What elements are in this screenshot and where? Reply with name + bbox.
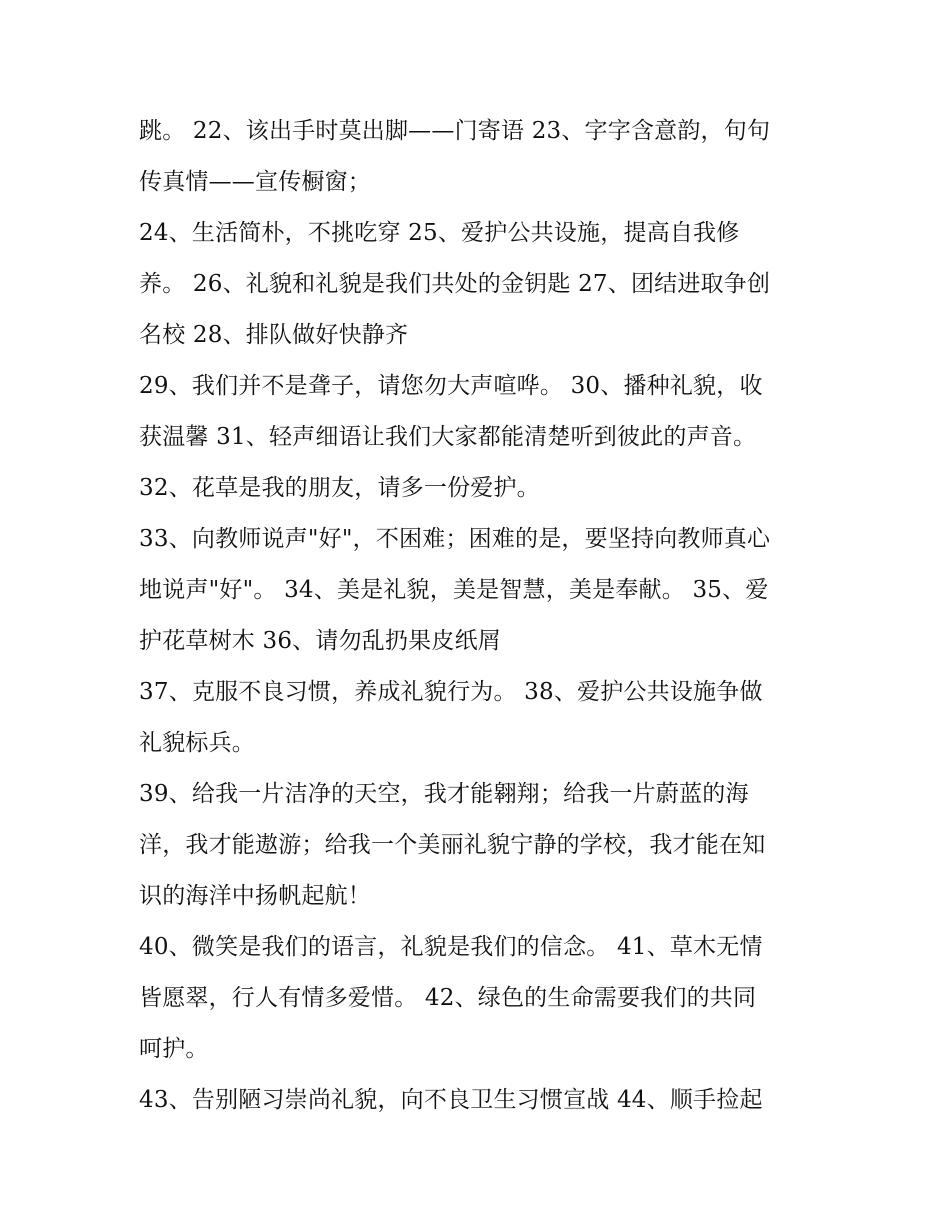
text-line: 名校 28、排队做好快静齐 — [139, 322, 409, 348]
text-line: 呵护。 — [139, 1036, 209, 1062]
text-line: 24、生活简朴，不挑吃穿 25、爱护公共设施，提高自我修 — [139, 220, 740, 246]
text-line: 29、我们并不是聋子，请您勿大声喧哗。 30、播种礼貌，收 — [139, 373, 763, 399]
text-line: 跳。 22、该出手时莫出脚——门寄语 23、字字含意韵，句句 — [139, 118, 771, 144]
text-line: 礼貌标兵。 — [139, 730, 255, 756]
text-line: 33、向教师说声"好"，不困难；困难的是，要坚持向教师真心 — [139, 526, 771, 552]
text-line: 护花草树木 36、请勿乱扔果皮纸屑 — [139, 628, 501, 654]
text-line: 洋，我才能遨游；给我一个美丽礼貌宁静的学校，我才能在知 — [139, 832, 766, 858]
text-line: 40、微笑是我们的语言，礼貌是我们的信念。 41、草木无情 — [139, 934, 763, 960]
text-line: 地说声"好"。 34、美是礼貌，美是智慧，美是奉献。 35、爱 — [139, 577, 769, 603]
text-line: 获温馨 31、轻声细语让我们大家都能清楚听到彼此的声音。 — [139, 424, 757, 450]
text-line: 32、花草是我的朋友，请多一份爱护。 — [139, 475, 540, 501]
text-line: 43、告别陋习崇尚礼貌，向不良卫生习惯宣战 44、顺手捡起 — [139, 1087, 763, 1113]
text-line: 37、克服不良习惯，养成礼貌行为。 38、爱护公共设施争做 — [139, 679, 763, 705]
text-line: 传真情——宣传橱窗； — [139, 169, 371, 195]
text-line: 识的海洋中扬帆起航！ — [139, 883, 371, 909]
text-line: 养。 26、礼貌和礼貌是我们共处的金钥匙 27、团结进取争创 — [139, 271, 771, 297]
document-body — [139, 106, 829, 1126]
text-line: 皆愿翠，行人有情多爱惜。 42、绿色的生命需要我们的共同 — [139, 985, 757, 1011]
text-line: 39、给我一片洁净的天空，我才能翱翔；给我一片蔚蓝的海 — [139, 781, 749, 807]
